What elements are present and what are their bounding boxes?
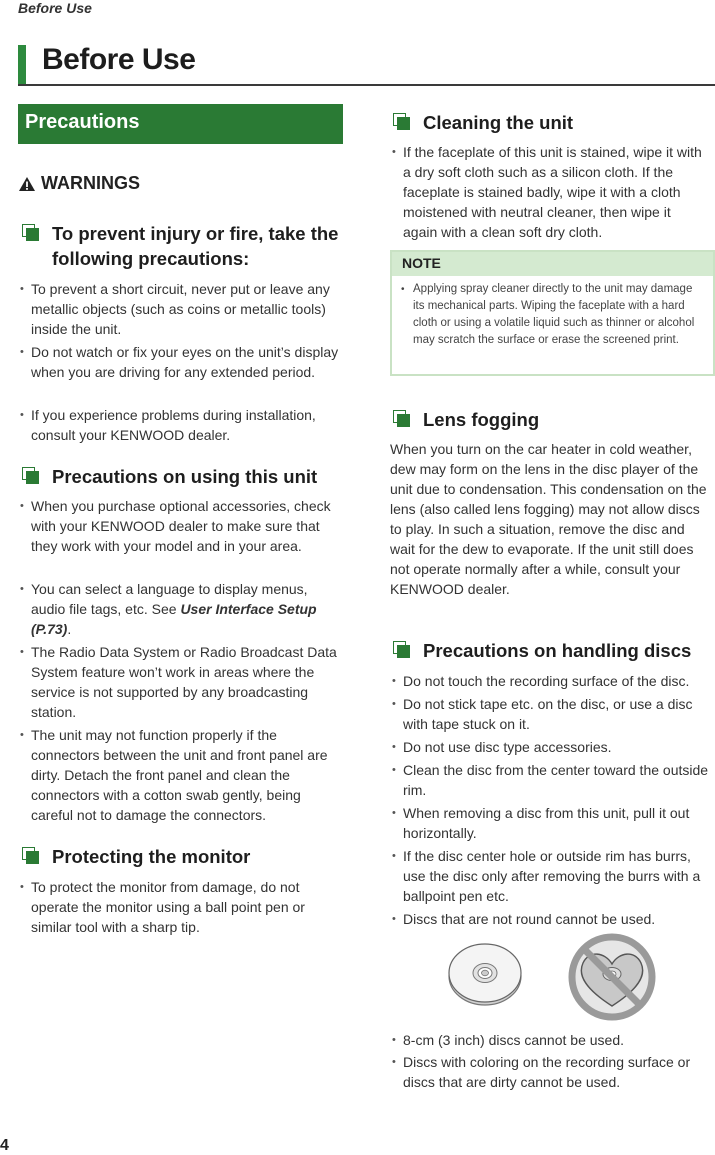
heading-lens-fogging <box>393 407 713 432</box>
list-item: • If you experience problems during installation, consult your KENWOOD dealer. <box>19 405 343 445</box>
list-item-text: You can select a language to display menus, audio file tags, etc. See <box>31 581 308 617</box>
heading-using-unit <box>22 464 342 489</box>
list-item: • To prevent a short circuit, never put or leave any metallic objects (such as coins or metallic tools) inside the unit. <box>19 279 343 339</box>
list-item: • When removing a disc from this unit, pull it out horizontally. <box>391 803 715 843</box>
heading-cleaning-unit <box>393 110 713 135</box>
list-item: • Do not use disc type accessories. <box>391 737 715 757</box>
prohibited-heart-disc-illustration <box>565 932 659 1022</box>
section-square-icon <box>393 641 411 659</box>
warnings-heading <box>18 173 140 194</box>
page-number: 4 <box>0 1137 9 1154</box>
list-item: • When you purchase optional accessories, check with your KENWOOD dealer to make sure that they work with your model and in your area. <box>19 496 337 556</box>
list-item: • Discs that are not round cannot be used. <box>391 909 715 929</box>
heading-using-unit-text: Precautions on using this unit <box>52 466 318 487</box>
heading-prevent-injury-text: To prevent injury or fire, take the following precautions: <box>52 223 339 269</box>
section-square-icon <box>393 410 411 428</box>
list-item: • The unit may not function properly if the connectors between the unit and front panel are dirty. Detach the front panel and clean the connectors with a cotton swab gently, being careful not to damage the connectors. <box>19 725 343 825</box>
heading-handling-discs <box>393 638 713 663</box>
lens-fogging-paragraph: When you turn on the car heater in cold weather, dew may form on the lens in the disc player of the unit due to condensation. This condensation on the lens (also called lens fogging) may not allow discs to play. In such a situation, remove the disc and wait for the dew to evaporate. If the unit still does not operate normally after a while, consult your KENWOOD dealer. <box>390 441 707 597</box>
heading-cleaning-unit-text: Cleaning the unit <box>423 112 574 133</box>
heading-protecting-monitor-text: Protecting the monitor <box>52 846 251 867</box>
round-disc-illustration <box>445 938 525 1008</box>
list-item: • Do not touch the recording surface of the disc. <box>391 671 715 691</box>
section-square-icon <box>22 467 40 485</box>
list-item: • Do not watch or fix your eyes on the unit’s display when you are driving for any extended period. <box>19 342 343 382</box>
page-title: Before Use <box>42 43 196 76</box>
section-square-icon <box>22 224 40 242</box>
title-rule <box>18 84 715 86</box>
heading-prevent-injury <box>22 221 342 271</box>
list-item: • To protect the monitor from damage, do not operate the monitor using a ball point pen or similar tool with a sharp tip. <box>19 877 337 937</box>
section-square-icon <box>393 113 411 131</box>
note-item: • Applying spray cleaner directly to the unit may damage its mechanical parts. Wiping the faceplate with a hard cloth or using a volatile liquid such as thinner or alcohol may scratch the surface or erase the screened print. <box>401 281 701 349</box>
running-head: Before Use <box>18 0 92 16</box>
section-square-icon <box>22 847 40 865</box>
section-banner-precautions: Precautions <box>18 104 343 144</box>
list-item: • Do not stick tape etc. on the disc, or use a disc with tape stuck on it. <box>391 694 715 734</box>
user-interface-setup-link[interactable]: User Interface Setup (P.73) <box>31 601 317 637</box>
list-item: • 8-cm (3 inch) discs cannot be used. <box>391 1030 715 1050</box>
list-item: • The Radio Data System or Radio Broadcast Data System feature won’t work in areas where the service is not supported by any broadcasting station. <box>19 642 337 722</box>
list-item: • If the disc center hole or outside rim has burrs, use the disc only after removing the burrs with a ballpoint pen etc. <box>391 846 715 906</box>
list-item: • Discs with coloring on the recording surface or discs that are dirty cannot be used. <box>391 1052 715 1092</box>
list-item: • If the faceplate of this unit is stained, wipe it with a dry soft cloth such as a silicon cloth. If the faceplate is stained badly, wipe it with a cloth moistened with neutral cleaner, then wipe it again with a clean soft dry cloth. <box>391 142 703 242</box>
list-item-end: . <box>67 621 72 637</box>
heading-lens-fogging-text: Lens fogging <box>423 409 540 430</box>
warning-icon <box>18 176 36 192</box>
list-item: • Clean the disc from the center toward the outside rim. <box>391 760 715 800</box>
heading-protecting-monitor <box>22 844 342 869</box>
heading-handling-discs-text: Precautions on handling discs <box>423 640 692 661</box>
list-item <box>19 579 337 639</box>
title-accent-bar <box>18 45 26 85</box>
note-label: NOTE <box>392 252 713 276</box>
warnings-label: WARNINGS <box>41 173 140 193</box>
